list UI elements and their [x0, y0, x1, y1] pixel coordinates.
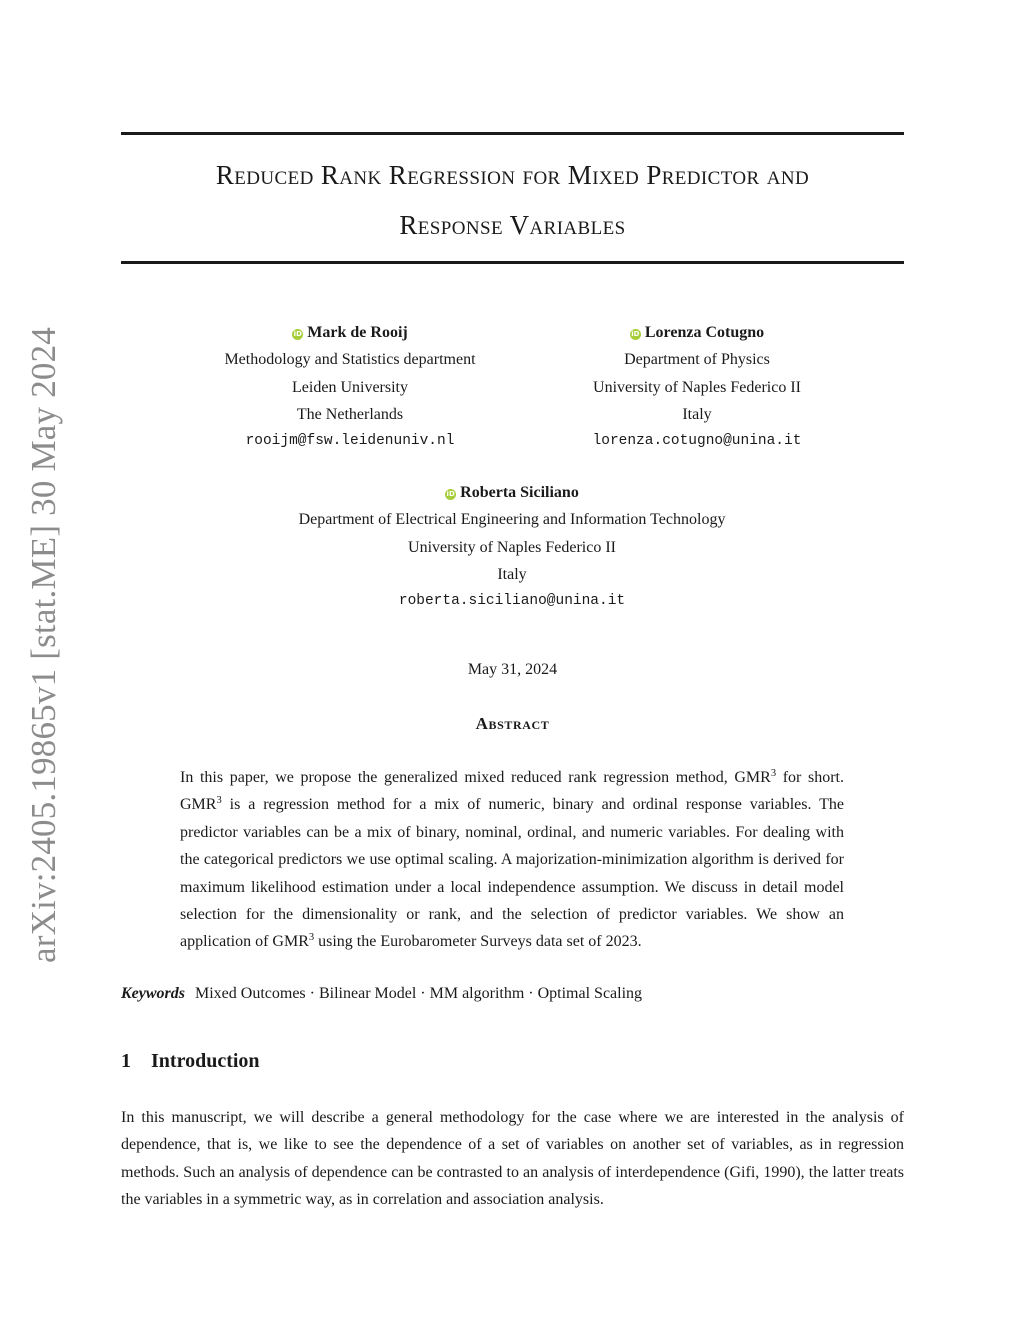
method-name: GMR: [180, 796, 217, 814]
section-title: Introduction: [151, 1050, 260, 1072]
author-country: Italy: [497, 565, 527, 583]
keywords-label: Keywords: [121, 985, 185, 1002]
keywords: [121, 985, 642, 1003]
author-country: Italy: [682, 405, 712, 423]
author-name: iD Lorenza Cotugno: [631, 324, 765, 341]
author-block-1: [180, 319, 520, 455]
author-email[interactable]: rooijm@fsw.leidenuniv.nl: [245, 433, 455, 450]
author-department: Department of Physics: [624, 351, 770, 369]
author-email[interactable]: lorenza.cotugno@unina.it: [592, 433, 802, 450]
title-line-2: Response Variables: [399, 210, 626, 240]
orcid-icon[interactable]: iD: [631, 330, 640, 338]
abstract-heading: Abstract: [475, 714, 550, 733]
title-bottom-rule: [121, 261, 904, 264]
abstract-text: In this paper, we propose the generalized mixed reduced rank regression method, GMR$^3$ for short. GMR$^3$ is a regression method for a mix of numeric, binary and ordinal response variables. The predictor variables can be a mix of binary, nominal, ordinal, and numeric variables. For dealing with the categorical predictors we use optimal scaling. A majorization-minimization algorithm is derived for maximum likelihood estimation under a local independence assumption. We discuss in detail model selection for the dimensionality or rank, and the selection of predictor variables. We show an application of GMR$^3$ using the Eurobarometer Surveys data set of 2023.: [180, 768, 845, 951]
author-department: Methodology and Statistics department: [224, 351, 476, 369]
introduction-paragraph: In this manuscript, we will describe a general methodology for the case where we are interested in the analysis of dependence, that is, we like to see the dependence of a set of variables on another set of variables, as in regression methods. Such an analysis of dependence can be contrasted to an analysis of interdependence (Gifi, 1990), the latter treats the variables in a symmetric way, as in correlation and association analysis.: [121, 1109, 904, 1209]
author-country: The Netherlands: [296, 405, 404, 423]
publication-date: May 31, 2024: [467, 661, 558, 678]
author-email[interactable]: roberta.siciliano@unina.it: [398, 593, 626, 610]
author-name: iD Roberta Siciliano: [446, 484, 579, 501]
method-name: GMR: [272, 933, 309, 951]
keywords-list: Mixed Outcomes · Bilinear Model · MM algorithm · Optimal Scaling: [195, 985, 643, 1002]
author-block-3: [262, 479, 762, 615]
author-department: Department of Electrical Engineering and Information Technology: [298, 511, 726, 529]
author-institution: University of Naples Federico II: [593, 378, 801, 396]
title-line-1: Reduced Rank Regression for Mixed Predictor and: [215, 160, 810, 190]
section-number: 1: [121, 1050, 131, 1072]
arxiv-identifier: arXiv:2405.19865v1 [stat.ME] 30 May 2024: [24, 327, 63, 963]
section-heading-introduction: [121, 1050, 260, 1073]
orcid-icon[interactable]: iD: [446, 490, 455, 498]
author-name: iD Mark de Rooij: [293, 324, 408, 341]
title-top-rule: [121, 132, 904, 135]
author-block-2: [557, 319, 837, 455]
paper-title: [121, 150, 904, 250]
method-name: GMR: [734, 769, 771, 786]
author-institution: Leiden University: [292, 378, 408, 396]
author-institution: University of Naples Federico II: [408, 538, 616, 556]
orcid-icon[interactable]: iD: [293, 330, 302, 338]
